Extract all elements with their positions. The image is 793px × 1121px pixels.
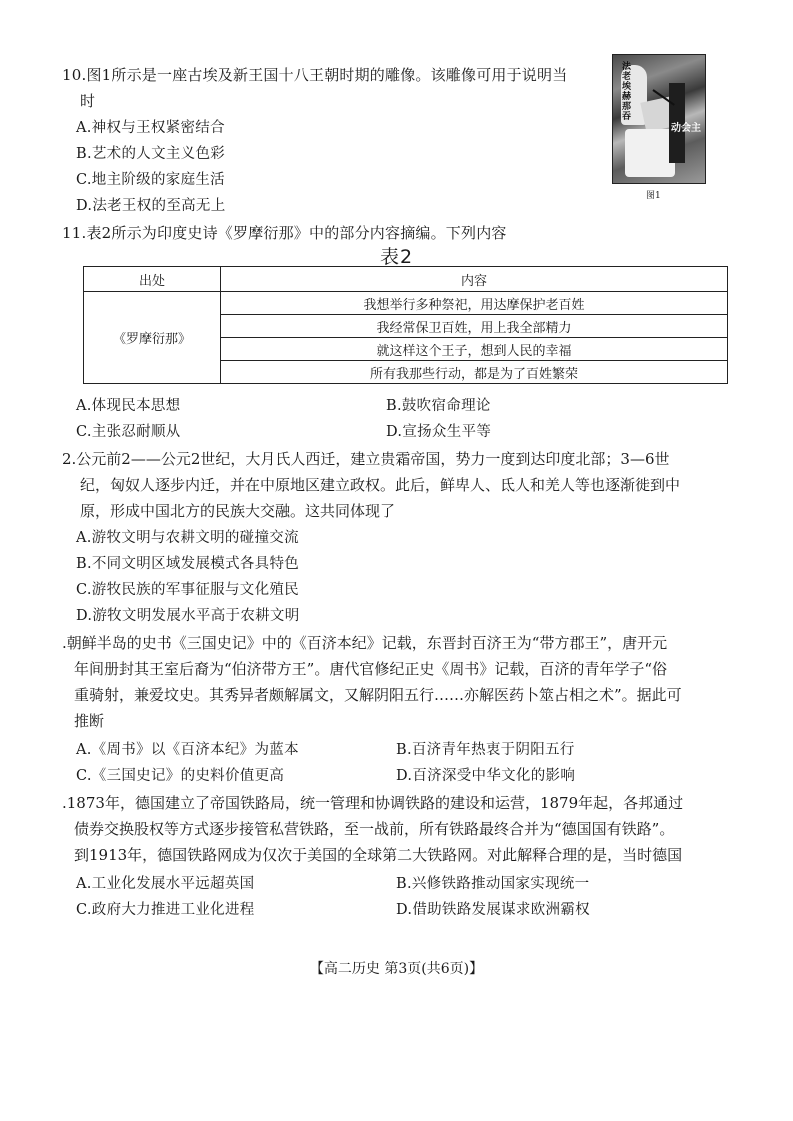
q14-line2: 债券交换股权等方式逐步接管私营铁路，至一战前，所有铁路最终合并为“德国国有铁路”。 — [74, 820, 675, 838]
q13-line4: 推断 — [74, 712, 105, 730]
q12-line2: 纪，匈奴人逐步内迁，并在中原地区建立政权。此后，鲜卑人、氐人和羌人等也逐渐徙到中 — [80, 476, 681, 494]
q14-line1: .1873年，德国建立了帝国铁路局，统一管理和协调铁路的建设和运营，1879年起，各邦通过 — [62, 794, 684, 812]
q13-line1: .朝鲜半岛的史书《三国史记》中的《百济本纪》记载，东晋封百济王为“带方郡王”，唐开元 — [62, 634, 668, 652]
q10-option-b: B.艺术的人文主义色彩 — [76, 146, 226, 162]
figure-vertical-label: 法老埃赫那吞 — [620, 61, 630, 121]
q13-option-d: D.百济深受中华文化的影响 — [396, 768, 576, 784]
q10-option-c: C.地主阶级的家庭生活 — [76, 172, 225, 188]
q13-option-c: C.《三国史记》的史料价值更高 — [76, 768, 285, 784]
q12-line1: 2.公元前2——公元2世纪，大月氏人西迁，建立贵霜帝国，势力一度到达印度北部；3—6世 — [62, 450, 670, 468]
page-footer: 【高二历史 第3页(共6页)】 — [309, 961, 484, 977]
figure-caption: 图1 — [646, 191, 661, 201]
q14-option-d: D.借助铁路发展谋求欧洲霸权 — [396, 902, 590, 918]
content-table — [83, 266, 728, 384]
q11-option-c: C.主张忍耐顺从 — [76, 424, 181, 440]
table-cell: 所有我那些行动，都是为了百姓繁荣 — [221, 361, 728, 384]
q10-option-a: A.神权与王权紧密结合 — [76, 120, 225, 136]
q13-option-a: A.《周书》以《百济本纪》为蓝本 — [76, 742, 299, 758]
q12-option-d: D.游牧文明发展水平高于农耕文明 — [76, 608, 300, 624]
table-header-content: 内容 — [221, 267, 728, 292]
q11-stem: 11.表2所示为印度史诗《罗摩衍那》中的部分内容摘编。下列内容 — [62, 224, 507, 242]
q14-line3: 到1913年，德国铁路网成为仅次于美国的全球第二大铁路网。对此解释合理的是，当时德国 — [74, 846, 683, 864]
table-title: 表2 — [380, 246, 414, 268]
q13-line2: 年间册封其王室后裔为“伯济带方王”。唐代官修纪正史《周书》记载，百济的青年学子“俗 — [74, 660, 668, 678]
q13-option-b: B.百济青年热衷于阴阳五行 — [396, 742, 575, 758]
figure-side-label: 动会主 — [671, 123, 701, 134]
q12-option-c: C.游牧民族的军事征服与文化殖民 — [76, 582, 299, 598]
q14-option-b: B.兴修铁路推动国家实现统一 — [396, 876, 590, 892]
q14-option-a: A.工业化发展水平远超英国 — [76, 876, 255, 892]
table-cell: 就这样这个王子，想到人民的幸福 — [221, 338, 728, 361]
q10-stem-line2: 时 — [80, 92, 96, 110]
q12-option-a: A.游牧文明与农耕文明的碰撞交流 — [76, 530, 299, 546]
table-row — [84, 292, 728, 315]
table-cell: 我经常保卫百姓，用上我全部精力 — [221, 315, 728, 338]
q10-option-d: D.法老王权的至高无上 — [76, 198, 226, 214]
table-header-source: 出处 — [84, 267, 221, 292]
statue-figure — [612, 54, 706, 184]
q10-stem-line1: 10.图1所示是一座古埃及新王国十八王朝时期的雕像。该雕像可用于说明当 — [62, 66, 568, 84]
q11-option-a: A.体现民本思想 — [76, 398, 181, 414]
q14-option-c: C.政府大力推进工业化进程 — [76, 902, 255, 918]
q13-line3: 重骑射，兼爱坟史。其秀异者颇解属文，又解阴阳五行……亦解医药卜筮占相之术”。据此可 — [74, 686, 682, 704]
table-source-cell: 《罗摩衍那》 — [84, 292, 221, 384]
table-cell: 我想举行多种祭祀，用达摩保护老百姓 — [221, 292, 728, 315]
q12-option-b: B.不同文明区域发展模式各具特色 — [76, 556, 300, 572]
q11-option-d: D.宣扬众生平等 — [386, 424, 492, 440]
q12-line3: 原，形成中国北方的民族大交融。这共同体现了 — [80, 502, 396, 520]
q11-option-b: B.鼓吹宿命理论 — [386, 398, 491, 414]
table-header-row — [84, 267, 728, 292]
